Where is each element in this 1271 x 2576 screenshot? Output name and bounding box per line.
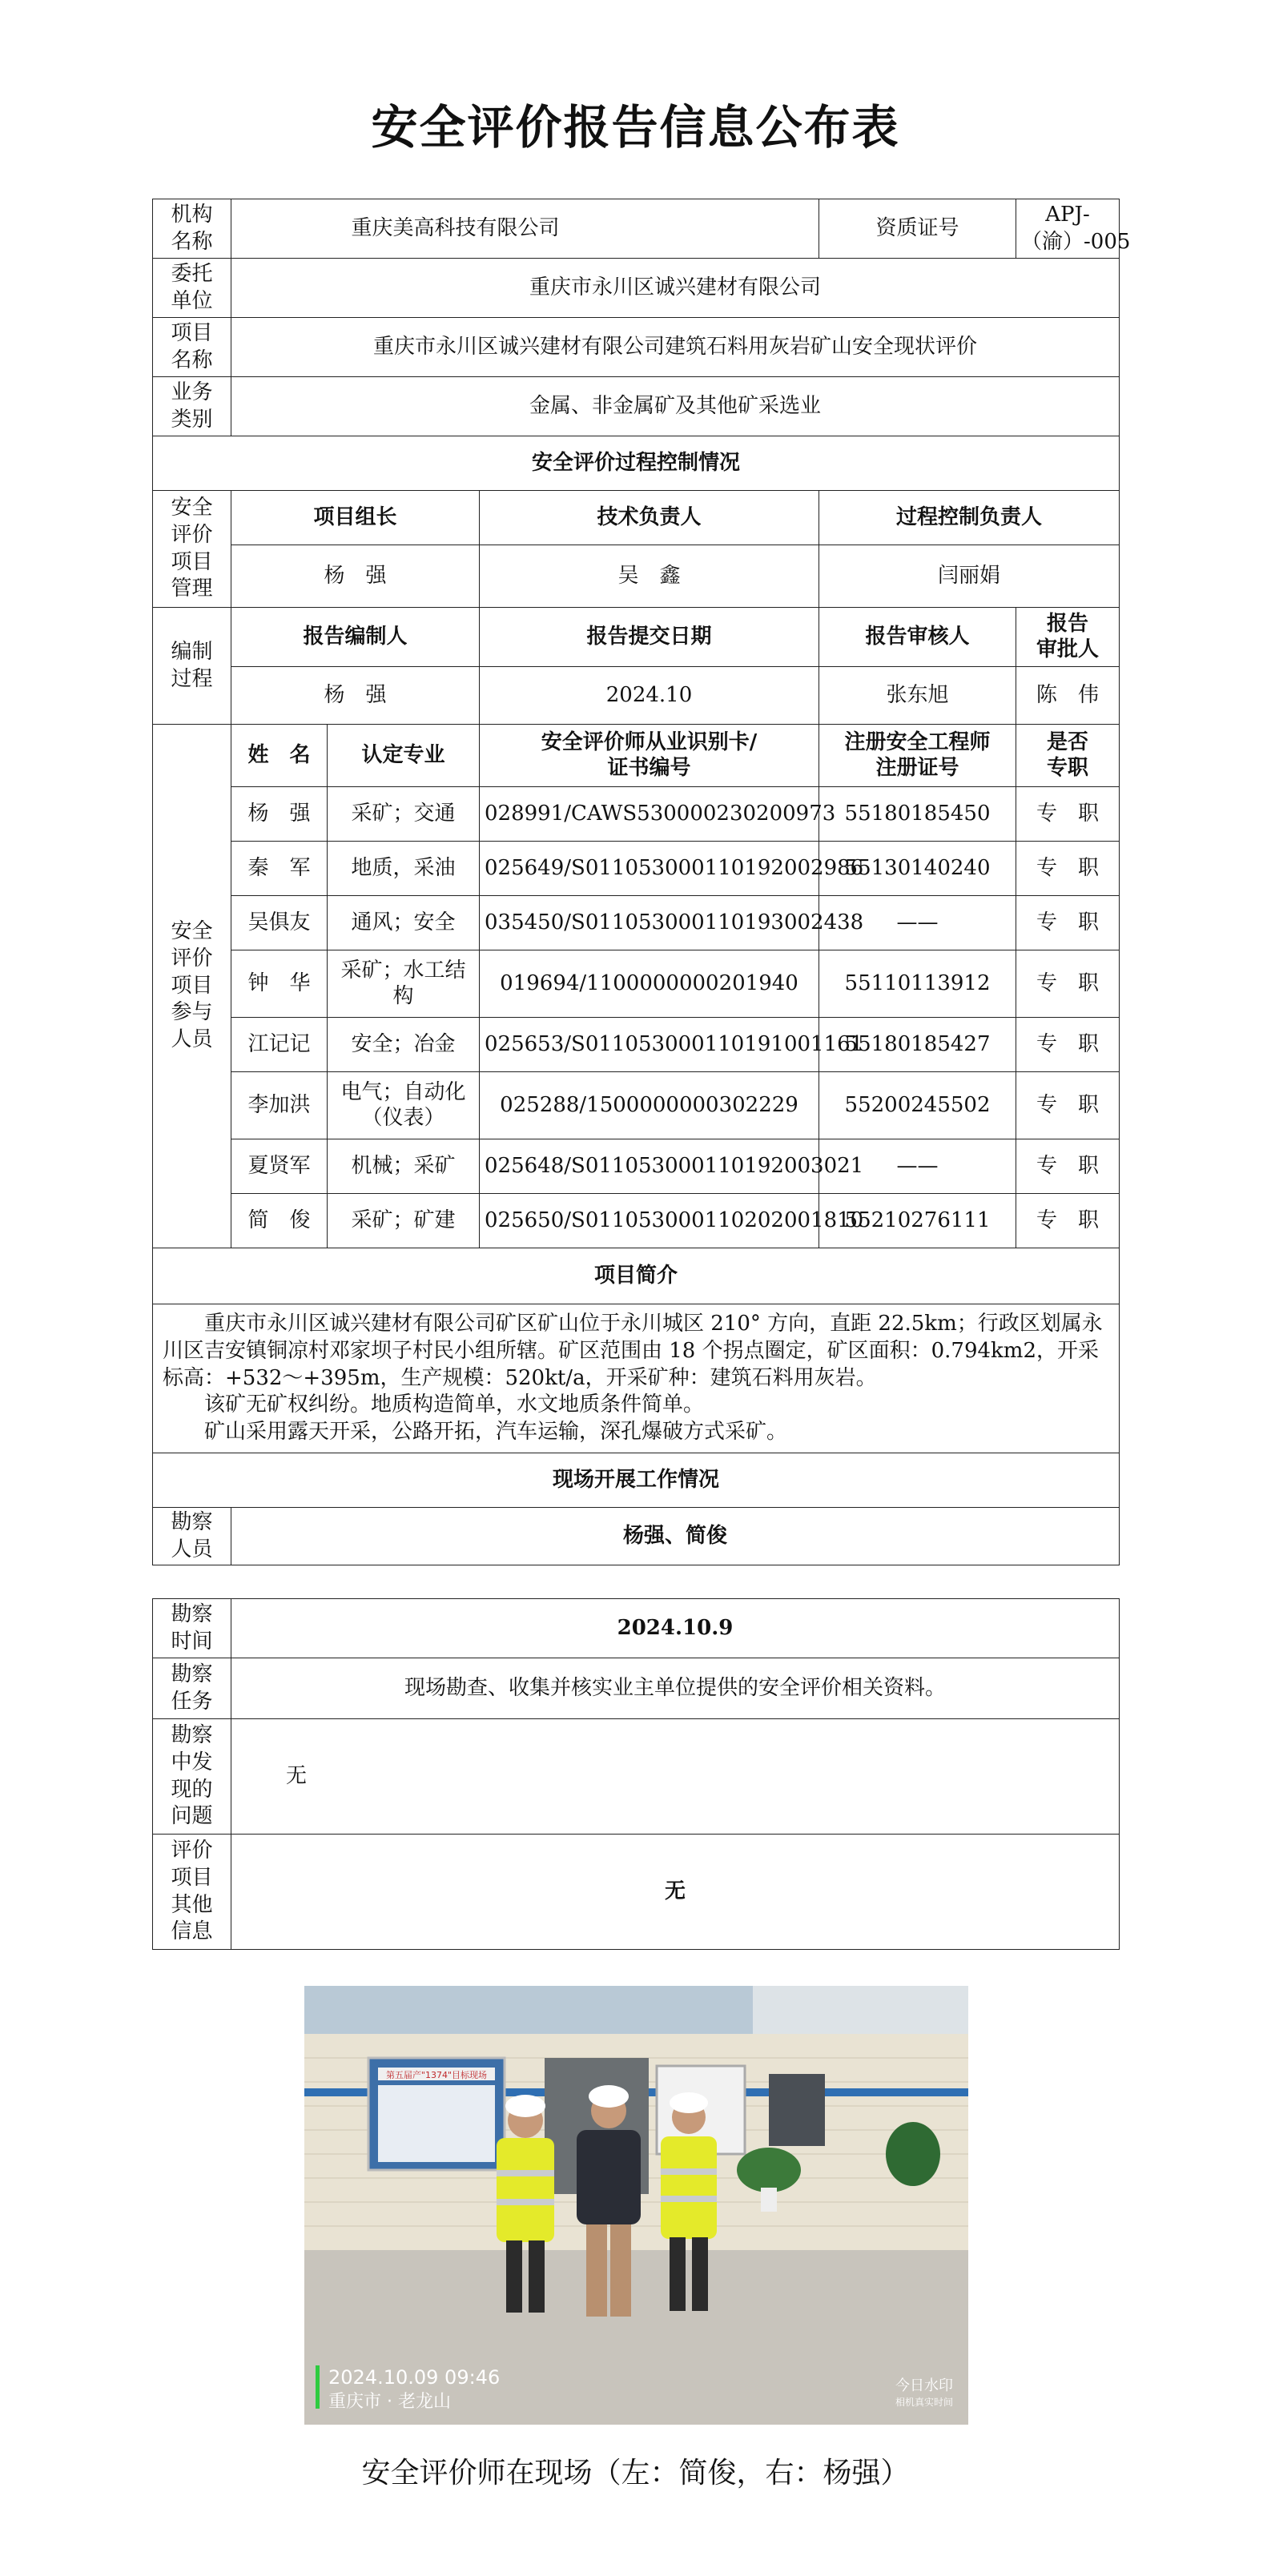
participant-row — [153, 1139, 1120, 1194]
survey-task-row — [153, 1658, 1120, 1719]
participant-reg-number: 55180185450 — [819, 787, 1016, 842]
participant-specialty: 电气；自动化 （仪表） — [328, 1072, 480, 1139]
participant-row — [153, 1018, 1120, 1072]
survey-problems-row — [153, 1719, 1120, 1835]
compilation-header-row — [153, 608, 1120, 667]
participant-row — [153, 1072, 1120, 1139]
participant-name: 钟 华 — [231, 950, 328, 1018]
participant-card-number: 028991/CAWS530000230200973 — [480, 787, 819, 842]
participant-specialty: 地质，采油 — [328, 842, 480, 896]
compilation-header: 报告 审批人 — [1016, 608, 1120, 667]
org-label: 机构 名称 — [153, 199, 231, 259]
survey-time-value: 2024.10.9 — [231, 1599, 1120, 1658]
participant-specialty: 采矿；矿建 — [328, 1194, 480, 1248]
participants-header: 姓 名 — [231, 725, 328, 787]
intro-body — [153, 1304, 1120, 1453]
photo-watermark-sub: 相机真实时间 — [895, 2397, 953, 2408]
photo-location: 重庆市 · 老龙山 — [328, 2392, 451, 2412]
participants-header: 注册安全工程师 注册证号 — [819, 725, 1016, 787]
management-value: 闫丽娟 — [819, 545, 1120, 608]
participant-reg-number: 55180185427 — [819, 1018, 1016, 1072]
survey-time-label: 勘察 时间 — [153, 1599, 231, 1658]
participant-fulltime: 专 职 — [1016, 896, 1120, 950]
management-header: 项目组长 — [231, 491, 480, 545]
photo-sign-text: 第五届产"1374"目标现场 — [385, 2070, 488, 2080]
participant-reg-number: 55210276111 — [819, 1194, 1016, 1248]
compilation-value: 杨 强 — [231, 667, 480, 725]
participant-specialty: 安全；冶金 — [328, 1018, 480, 1072]
participant-card-number: 035450/S011053000110193002438 — [480, 896, 819, 950]
fieldwork-heading-row — [153, 1453, 1120, 1508]
participant-specialty: 采矿；交通 — [328, 787, 480, 842]
participant-specialty: 采矿；水工结 构 — [328, 950, 480, 1018]
participant-row — [153, 842, 1120, 896]
surveyors-value: 杨强、简俊 — [231, 1508, 1120, 1565]
compilation-value-row — [153, 667, 1120, 725]
intro-paragraph: 矿山采用露天开采，公路开拓，汽车运输，深孔爆破方式采矿。 — [204, 1420, 788, 1445]
survey-problems-label: 勘察 中发 现的 问题 — [153, 1719, 231, 1835]
participant-specialty: 机械；采矿 — [328, 1139, 480, 1194]
participant-name: 吴俱友 — [231, 896, 328, 950]
compilation-header: 报告提交日期 — [480, 608, 819, 667]
compilation-label: 编制 过程 — [153, 608, 231, 725]
photo-timestamp: 2024.10.09 09:46 — [328, 2366, 501, 2389]
process-section-heading: 安全评价过程控制情况 — [153, 436, 1120, 491]
participants-header: 安全评价师从业识别卡/ 证书编号 — [480, 725, 819, 787]
survey-task-label: 勘察 任务 — [153, 1658, 231, 1719]
participant-card-number: 025650/S011053000110202001810 — [480, 1194, 819, 1248]
participant-fulltime: 专 职 — [1016, 1018, 1120, 1072]
management-value: 杨 强 — [231, 545, 480, 608]
photo-watermark: 今日水印 — [895, 2377, 953, 2394]
cert-value: APJ-（渝）-005 — [1016, 199, 1120, 259]
participant-name: 李加洪 — [231, 1072, 328, 1139]
participant-row — [153, 787, 1120, 842]
participant-name: 夏贤军 — [231, 1139, 328, 1194]
participant-row — [153, 1194, 1120, 1248]
participants-header: 是否 专职 — [1016, 725, 1120, 787]
participant-row — [153, 896, 1120, 950]
surveyors-row — [153, 1508, 1120, 1565]
compilation-value: 张东旭 — [819, 667, 1016, 725]
compilation-value: 2024.10 — [480, 667, 819, 725]
project-name-row — [153, 318, 1120, 377]
photo-caption: 安全评价师在现场（左：简俊，右：杨强） — [361, 2457, 910, 2490]
participants-header: 认定专业 — [328, 725, 480, 787]
participant-card-number: 025649/S011053000110192002986 — [480, 842, 819, 896]
participant-fulltime: 专 职 — [1016, 842, 1120, 896]
fieldwork-heading: 现场开展工作情况 — [153, 1453, 1120, 1508]
business-type-label: 业务 类别 — [153, 377, 231, 436]
survey-task-value: 现场勘查、收集并核实业主单位提供的安全评价相关资料。 — [231, 1658, 1120, 1719]
participant-reg-number: —— — [819, 1139, 1016, 1194]
survey-time-row — [153, 1599, 1120, 1658]
participant-fulltime: 专 职 — [1016, 1139, 1120, 1194]
management-value: 吴 鑫 — [480, 545, 819, 608]
surveyors-label: 勘察 人员 — [153, 1508, 231, 1565]
other-info-label: 评价 项目 其他 信息 — [153, 1835, 231, 1950]
intro-paragraph: 该矿无矿权纠纷。地质构造简单，水文地质条件简单。 — [204, 1392, 705, 1417]
client-label: 委托 单位 — [153, 259, 231, 318]
participant-fulltime: 专 职 — [1016, 787, 1120, 842]
compilation-header: 报告编制人 — [231, 608, 480, 667]
intro-heading: 项目简介 — [153, 1248, 1120, 1304]
participant-reg-number: —— — [819, 896, 1016, 950]
management-value-row — [153, 545, 1120, 608]
client-row — [153, 259, 1120, 318]
intro-heading-row — [153, 1248, 1120, 1304]
participant-reg-number: 55130140240 — [819, 842, 1016, 896]
participant-card-number: 025288/1500000000302229 — [480, 1072, 819, 1139]
participant-card-number: 025648/S011053000110192003021 — [480, 1139, 819, 1194]
project-name-label: 项目 名称 — [153, 318, 231, 377]
participant-fulltime: 专 职 — [1016, 950, 1120, 1018]
business-type-row — [153, 377, 1120, 436]
other-info-value: 无 — [231, 1835, 1120, 1950]
participant-card-number: 019694/1100000000201940 — [480, 950, 819, 1018]
management-header-row — [153, 491, 1120, 545]
participants-header-row — [153, 725, 1120, 787]
compilation-header: 报告审核人 — [819, 608, 1016, 667]
business-type-value: 金属、非金属矿及其他矿采选业 — [231, 377, 1120, 436]
org-row — [153, 199, 1120, 259]
other-info-row — [153, 1835, 1120, 1950]
org-value: 重庆美高科技有限公司 — [231, 199, 819, 259]
management-label: 安全 评价 项目 管理 — [153, 491, 231, 608]
participant-name: 江记记 — [231, 1018, 328, 1072]
client-value: 重庆市永川区诚兴建材有限公司 — [231, 259, 1120, 318]
process-section-row — [153, 436, 1120, 491]
participant-reg-number: 55200245502 — [819, 1072, 1016, 1139]
intro-body-row — [153, 1304, 1120, 1453]
intro-paragraph: 重庆市永川区诚兴建材有限公司矿区矿山位于永川城区 210° 方向，直距 22.5km；行政区划属永川区吉安镇铜凉村邓家坝子村民小组所辖。矿区范围由 18 个拐点圈定，矿区面积：0.794km2，开采标高：+532～+395m，生产规模：520kt/a，开采矿种：建筑石料用灰岩。 — [163, 1312, 1103, 1390]
participant-row — [153, 950, 1120, 1018]
participants-label: 安全 评价 项目 参与 人员 — [153, 725, 231, 1248]
page-title: 安全评价报告信息公布表 — [371, 100, 900, 155]
fieldwork-table — [152, 1598, 1120, 1950]
participant-specialty: 通风；安全 — [328, 896, 480, 950]
participant-name: 秦 军 — [231, 842, 328, 896]
survey-problems-value: 无 — [231, 1719, 1120, 1835]
info-table — [152, 199, 1131, 1565]
participant-card-number: 025653/S011053000110191001161 — [480, 1018, 819, 1072]
cert-label: 资质证号 — [819, 199, 1016, 259]
site-photo — [304, 1986, 968, 2425]
management-header: 过程控制负责人 — [819, 491, 1120, 545]
project-name-value: 重庆市永川区诚兴建材有限公司建筑石料用灰岩矿山安全现状评价 — [231, 318, 1120, 377]
participant-fulltime: 专 职 — [1016, 1194, 1120, 1248]
participant-fulltime: 专 职 — [1016, 1072, 1120, 1139]
management-header: 技术负责人 — [480, 491, 819, 545]
participant-name: 简 俊 — [231, 1194, 328, 1248]
participant-reg-number: 55110113912 — [819, 950, 1016, 1018]
compilation-value: 陈 伟 — [1016, 667, 1120, 725]
participant-name: 杨 强 — [231, 787, 328, 842]
